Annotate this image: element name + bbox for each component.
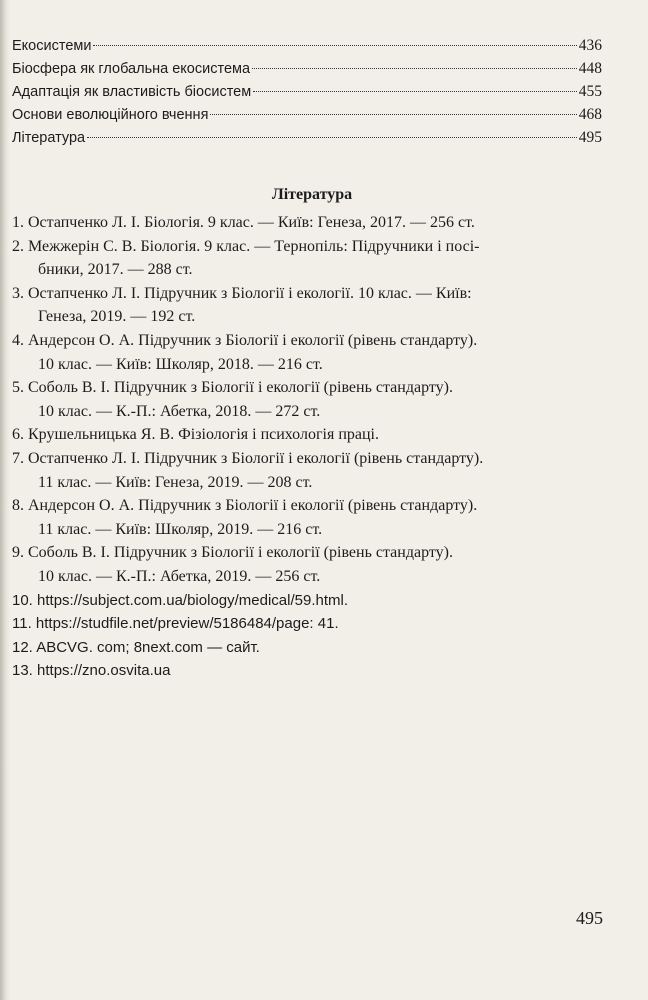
toc-entry-title: Основи еволюційного вчення: [12, 107, 209, 123]
toc-leader-dots: [253, 91, 577, 92]
reference-line: 9. Соболь В. І. Підручник з Біології і екології (рівень стандарту).: [12, 544, 453, 562]
toc-entry-page: 436: [578, 37, 602, 54]
toc-entry: [12, 103, 602, 126]
reference-line: 2. Межжерін С. В. Біологія. 9 клас. — Тернопіль: Підручники і посі-: [12, 237, 480, 255]
toc-entry-title: Адаптація як властивість біосистем: [12, 84, 252, 100]
reference-continuation: 10 клас. — К.-П.: Абетка, 2018. — 272 ст.: [38, 402, 321, 420]
book-spine-shadow: [0, 0, 10, 1000]
reference-item: [12, 376, 602, 423]
reference-line: 3. Остапченко Л. І. Підручник з Біології і екології. 10 клас. — Київ:: [12, 284, 472, 302]
reference-item: [12, 423, 602, 447]
reference-item: [12, 329, 602, 376]
reference-link: 12. ABCVG. com; 8next.com — сайт.: [12, 638, 260, 656]
reference-link: 13. https://zno.osvita.ua: [12, 662, 171, 680]
reference-line: 5. Соболь В. І. Підручник з Біології і екології (рівень стандарту).: [12, 379, 453, 397]
reference-item: [12, 211, 602, 235]
toc-entry-page: 468: [578, 106, 602, 123]
toc-entry: [12, 80, 602, 103]
reference-continuation: 11 клас. — Київ: Генеза, 2019. — 208 ст.: [38, 473, 313, 491]
page-number: 495: [576, 908, 603, 928]
reference-line: 8. Андерсон О. А. Підручник з Біології і екології (рівень стандарту).: [12, 497, 478, 515]
toc-entry-page: 455: [578, 83, 602, 100]
reference-list: [12, 211, 602, 683]
reference-continuation: 10 клас. — К.-П.: Абетка, 2019. — 256 ст.: [38, 567, 321, 585]
toc-entry: [12, 126, 602, 149]
book-page: [12, 0, 602, 1000]
reference-link: 11. https://studfile.net/preview/5186484/page: 41.: [12, 615, 339, 633]
reference-link: 10. https://subject.com.ua/biology/medical/59.html.: [12, 591, 349, 609]
reference-line: 7. Остапченко Л. І. Підручник з Біології і екології (рівень стандарту).: [12, 449, 484, 467]
reference-item: [12, 282, 602, 329]
reference-continuation: бники, 2017. — 288 ст.: [38, 261, 193, 279]
toc-entry-title: Екосистеми: [12, 38, 92, 54]
toc-leader-dots: [252, 68, 577, 69]
reference-line: 4. Андерсон О. А. Підручник з Біології і екології (рівень стандарту).: [12, 331, 478, 349]
toc-entry-title: Література: [12, 130, 86, 146]
toc-entry: [12, 57, 602, 80]
reference-line: 6. Крушельницька Я. В. Фізіологія і психологія праці.: [12, 426, 379, 444]
section-heading: Література: [271, 186, 353, 203]
reference-item: [12, 235, 602, 282]
toc-entry-page: 495: [578, 129, 602, 146]
table-of-contents: [12, 34, 602, 149]
toc-leader-dots: [210, 114, 576, 115]
toc-entry-page: 448: [578, 60, 602, 77]
toc-leader-dots: [87, 137, 577, 138]
reference-item: [12, 494, 602, 541]
reference-item: [12, 541, 602, 588]
toc-entry: [12, 34, 602, 57]
reference-continuation: Генеза, 2019. — 192 ст.: [38, 308, 196, 326]
toc-leader-dots: [93, 45, 576, 46]
reference-continuation: 11 клас. — Київ: Школяр, 2019. — 216 ст.: [38, 520, 323, 538]
reference-continuation: 10 клас. — Київ: Школяр, 2018. — 216 ст.: [38, 355, 323, 373]
toc-entry-title: Біосфера як глобальна екосистема: [12, 61, 251, 77]
reference-line: 1. Остапченко Л. І. Біологія. 9 клас. — Київ: Генеза, 2017. — 256 ст.: [12, 214, 475, 231]
reference-item: [12, 447, 602, 494]
